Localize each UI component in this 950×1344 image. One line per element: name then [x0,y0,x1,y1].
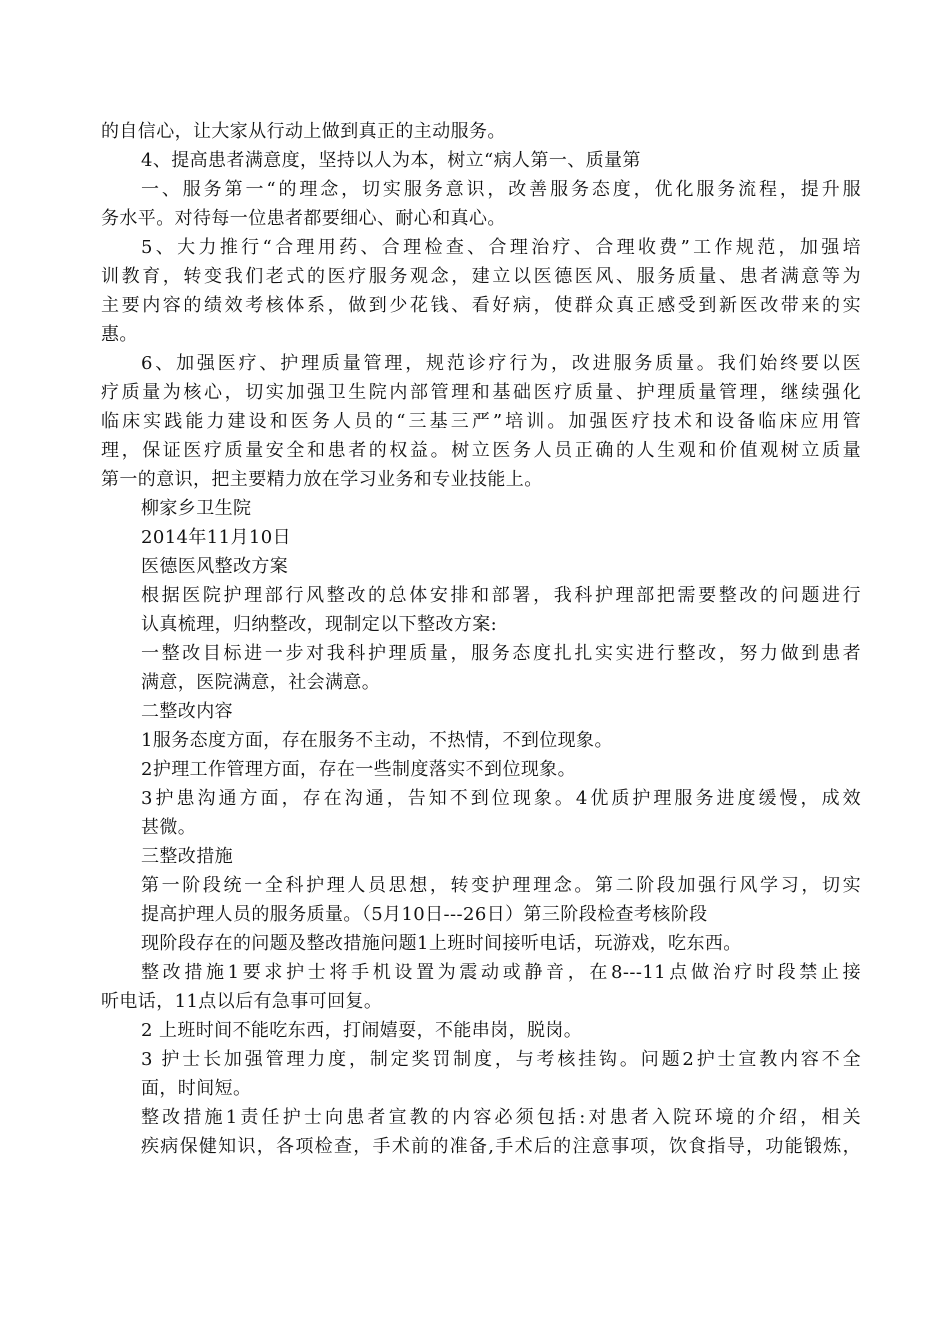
text-line: 满意，医院满意，社会满意。 [141,672,381,693]
text-line: 医德医风整改方案 [141,556,289,577]
text-line: 5、大力推行“合理用药、合理检查、合理治疗、合理收费”工作规范，加强培 [141,237,861,258]
text-line: 疗质量为核心，切实加强卫生院内部管理和基础医疗质量、护理质量管理，继续强化 [101,382,861,403]
text-line: 1服务态度方面，存在服务不主动，不热情，不到位现象。 [141,730,613,751]
text-line: 务水平。对待每一位患者都要细心、耐心和真心。 [101,208,506,229]
text-line: 的自信心，让大家从行动上做到真正的主动服务。 [101,121,506,142]
text-line: 主要内容的绩效考核体系，做到少花钱、看好病，使群众真正感受到新医改带来的实 [101,295,861,316]
text-line: 疾病保健知识，各项检查，手术前的准备,手术后的注意事项，饮食指导，功能锻炼， [141,1136,861,1157]
text-line: 第一阶段统一全科护理人员思想，转变护理理念。第二阶段加强行风学习，切实 [141,875,861,896]
text-line: 3护患沟通方面，存在沟通，告知不到位现象。4优质护理服务进度缓慢，成效 [141,788,861,809]
text-line: 提高护理人员的服务质量。（5月10日---26日）第三阶段检查考核阶段 [141,904,708,925]
text-line: 整改措施1要求护士将手机设置为震动或静音，在8---11点做治疗时段禁止接 [141,962,861,983]
text-line: 现阶段存在的问题及整改措施问题1上班时间接听电话，玩游戏，吃东西。 [141,933,742,954]
text-line: 甚微。 [141,817,197,838]
text-line: 柳家乡卫生院 [141,498,252,519]
text-line: 2014年11月10日 [141,527,292,548]
text-line: 2护理工作管理方面，存在一些制度落实不到位现象。 [141,759,577,780]
text-line: 一整改目标进一步对我科护理质量，服务态度扎扎实实进行整改，努力做到患者 [141,643,861,664]
text-line: 训教育，转变我们老式的医疗服务观念，建立以医德医风、服务质量、患者满意等为 [101,266,861,287]
text-line: 3 护士长加强管理力度，制定奖罚制度，与考核挂钩。问题2护士宣教内容不全 [141,1049,861,1070]
text-line: 理，保证医疗质量安全和患者的权益。树立医务人员正确的人生观和价值观树立质量 [101,440,861,461]
text-line: 4、提高患者满意度，坚持以人为本，树立“病人第一、质量第 [141,150,641,171]
text-line: 听电话，11点以后有急事可回复。 [101,991,383,1012]
text-line: 临床实践能力建设和医务人员的“三基三严”培训。加强医疗技术和设备临床应用管 [101,411,861,432]
text-line: 2 上班时间不能吃东西，打闹嬉耍，不能串岗，脱岗。 [141,1020,583,1041]
text-line: 6、加强医疗、护理质量管理，规范诊疗行为，改进服务质量。我们始终要以医 [141,353,861,374]
text-line: 三整改措施 [141,846,233,867]
text-line: 认真梳理，归纳整改，现制定以下整改方案: [141,614,498,635]
text-line: 面，时间短。 [141,1078,252,1099]
text-line: 惠。 [101,324,138,345]
text-line: 二整改内容 [141,701,233,722]
text-line: 整改措施1责任护士向患者宣教的内容必须包括:对患者入院环境的介绍，相关 [141,1107,861,1128]
document-body [101,117,861,1161]
text-line: 第一的意识，把主要精力放在学习业务和专业技能上。 [101,469,543,490]
text-line: 根据医院护理部行风整改的总体安排和部署，我科护理部把需要整改的问题进行 [141,585,861,606]
text-line: 一、服务第一“的理念，切实服务意识，改善服务态度，优化服务流程，提升服 [141,179,861,200]
